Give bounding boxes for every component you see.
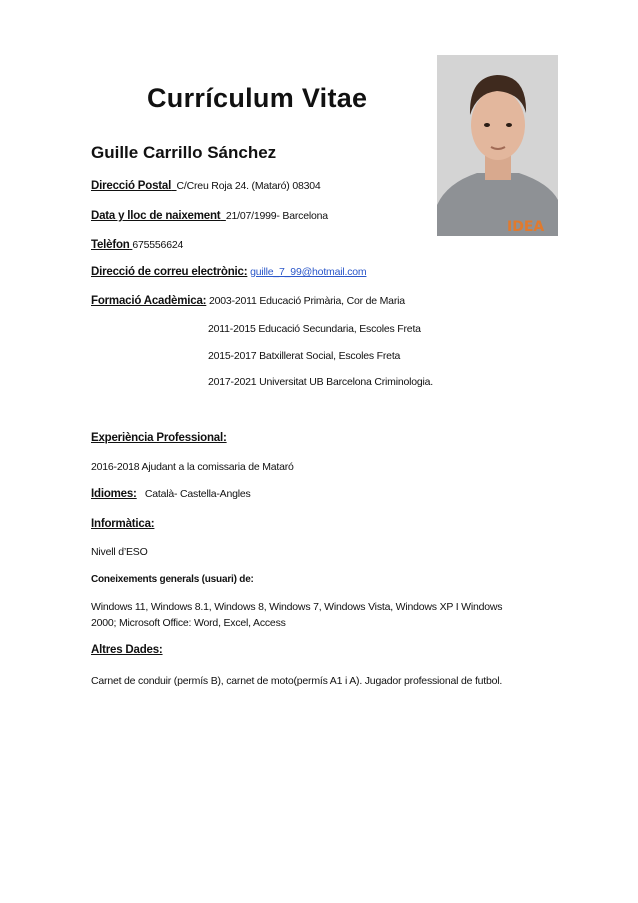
knowledge-heading (91, 573, 254, 585)
birth-label: Data y lloc de naixement (91, 210, 221, 222)
computing-level: Nivell d’ESO (91, 546, 148, 558)
shirt-logo-text: IDEA (507, 219, 545, 235)
other-heading (91, 644, 163, 656)
birth-row (91, 210, 328, 222)
address-row (91, 180, 321, 192)
computing-label: Informàtica: (91, 518, 155, 530)
education-item: 2015-2017 Batxillerat Social, Escoles Freta (208, 350, 401, 362)
address-label: Direcció Postal (91, 180, 172, 192)
experience-item: 2016-2018 Ajudant a la comissaria de Mataró (91, 461, 294, 473)
knowledge-label: Coneixements generals (usuari) de: (91, 574, 254, 585)
education-item: 2003-2011 Educació Primària, Cor de Maria (209, 295, 405, 307)
education-item: 2011-2015 Educació Secundaria, Escoles Freta (208, 323, 421, 335)
email-label: Direcció de correu electrònic: (91, 266, 248, 278)
other-value: Carnet de conduir (permís B), carnet de moto(permís A1 i A). Jugador professional de futbol. (91, 675, 503, 687)
full-name: Guille Carrillo Sánchez (91, 143, 277, 162)
languages-row (91, 488, 251, 500)
experience-label: Experiència Professional: (91, 432, 227, 444)
phone-label: Telèfon (91, 239, 130, 251)
education-item: 2017-2021 Universitat UB Barcelona Criminologia. (208, 376, 434, 388)
cv-title: Currículum Vitae (147, 83, 368, 113)
computing-heading (91, 518, 154, 530)
profile-photo (437, 55, 558, 236)
email-row (91, 266, 366, 278)
birth-value: 21/07/1999- Barcelona (225, 210, 328, 222)
education-label: Formació Acadèmica: (91, 295, 207, 307)
experience-heading (91, 432, 227, 444)
software-line: 2000; Microsoft Office: Word, Excel, Access (91, 617, 286, 629)
phone-value: 675556624 (132, 239, 184, 251)
person-portrait-icon (437, 55, 558, 236)
software-line: Windows 11, Windows 8.1, Windows 8, Windows 7, Windows Vista, Windows XP I Windows (91, 601, 503, 613)
education-row (91, 295, 405, 307)
other-label: Altres Dades: (91, 644, 163, 656)
address-value: C/Creu Roja 24. (Mataró) 08304 (176, 180, 321, 192)
languages-label: Idiomes: (91, 488, 137, 500)
languages-value: Català- Castella-Angles (144, 488, 251, 500)
phone-row (91, 239, 183, 251)
email-link[interactable]: guille_7_99@hotmail.com (250, 266, 367, 278)
